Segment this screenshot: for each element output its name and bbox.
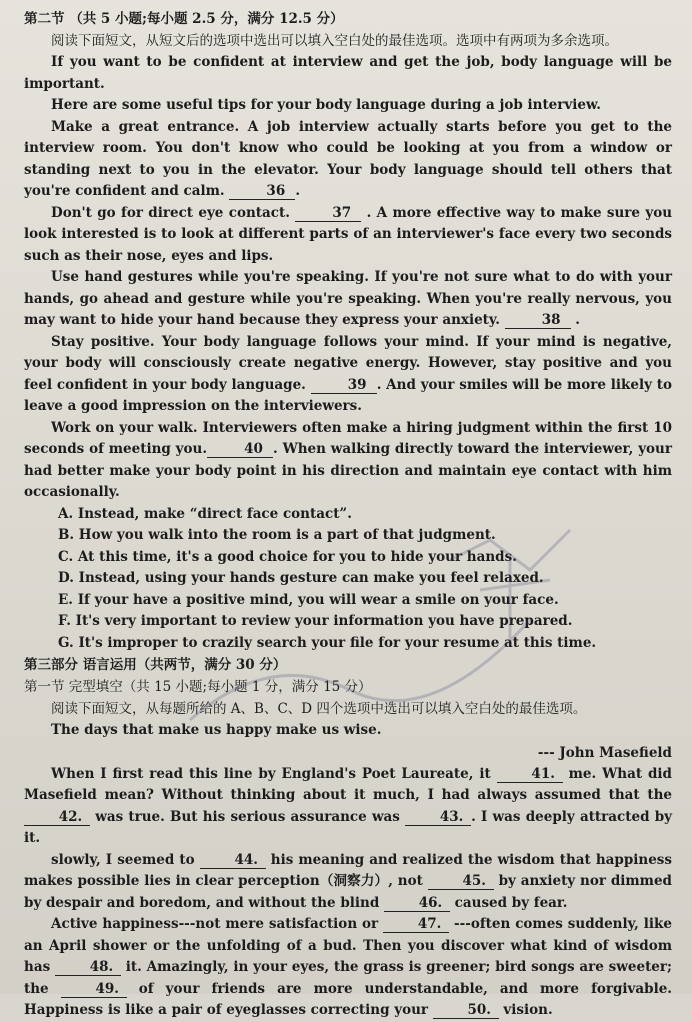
- cloze-blank-49[interactable]: 49.: [61, 981, 127, 998]
- cloze-paragraph: [24, 764, 672, 850]
- passage-paragraph: [24, 267, 672, 332]
- paragraph-text: Active happiness---not mere satisfaction or: [51, 916, 384, 932]
- cloze-paragraph: [24, 914, 672, 1022]
- answer-option: D. Instead, using your hands gesture can make you feel relaxed.: [58, 570, 544, 586]
- cloze-blank-47[interactable]: 47.: [383, 916, 449, 933]
- answer-blank-36[interactable]: 36: [229, 183, 295, 200]
- paragraph-text: caused by fear.: [449, 894, 568, 911]
- passage-paragraph: [24, 95, 672, 117]
- paragraph-text: .: [570, 312, 581, 328]
- epigraph-author: --- John Masefield: [537, 744, 672, 761]
- cloze-blank-48[interactable]: 48.: [55, 959, 121, 976]
- cloze-blank-44[interactable]: 44.: [200, 852, 266, 869]
- passage-paragraph: [24, 117, 672, 203]
- answer-blank-37[interactable]: 37: [295, 205, 361, 222]
- passage-paragraph: [24, 203, 672, 268]
- cloze-blank-42[interactable]: 42.: [24, 809, 90, 826]
- paragraph-text: Stay positive. Your body language follows your mind. If your mind is negative, your body will consciously create negative energy. However, stay positive and you feel confident in your body language.: [24, 333, 672, 393]
- paragraph-text: slowly, I seemed to: [51, 851, 200, 868]
- part3-subheader: 第一节 完型填空（共 15 小题;每小题 1 分，满分 15 分）: [24, 679, 372, 695]
- paragraph-text: it. Amazingly, in your eyes, the grass is greener; bird songs are sweeter; the: [24, 959, 672, 997]
- answer-option: E. If your have a positive mind, you will wear a smile on your face.: [58, 591, 559, 608]
- cloze-blank-45[interactable]: 45.: [428, 873, 494, 890]
- paragraph-text: If you want to be confident at interview and get the job, body language will be important.: [24, 54, 672, 92]
- part3-instruction: 阅读下面短文，从每题所给的 A、B、C、D 四个选项中选出可以填入空白处的最佳选项。: [51, 701, 587, 717]
- paragraph-text: . I was deeply attracted by it.: [24, 808, 672, 846]
- paragraph-text: . And your smiles will be more likely to leave a good impression on the interviewers.: [24, 376, 673, 414]
- cloze-blank-50[interactable]: 50.: [433, 1002, 499, 1019]
- passage-paragraph: [24, 418, 672, 504]
- paragraph-text: ---often comes suddenly, like an April shower or the unfolding of a bud. Then you discover what kind of wisdom has: [24, 916, 672, 975]
- passage-paragraph: [24, 52, 672, 95]
- answer-blank-40[interactable]: 40: [207, 441, 273, 458]
- cloze-blank-43[interactable]: 43.: [405, 809, 471, 826]
- paragraph-text: Use hand gestures while you're speaking. If you're not sure what to do with your hands, go ahead and gesture while you're speaking. When you're really nervous, you may want to hide your hand because they express your anxiety.: [24, 269, 672, 328]
- section2-options: [24, 504, 672, 655]
- section2-header: 第二节 （共 5 小题;每小题 2.5 分，满分 12.5 分）: [24, 11, 344, 27]
- answer-blank-38[interactable]: 38: [505, 312, 571, 329]
- paragraph-text: .: [295, 183, 301, 199]
- answer-option: C. At this time, it's a good choice for you to hide your hands.: [58, 548, 517, 565]
- paragraph-text: by anxiety nor dimmed by despair and boredom, and without the blind: [24, 873, 672, 911]
- paragraph-text: his meaning and realized the wisdom that happiness makes possible lies in clear perception（洞察力）, not: [24, 851, 672, 889]
- section2-instruction: 阅读下面短文，从短文后的选项中选出可以填入空白处的最佳选项。选项中有两项为多余选项。: [51, 33, 618, 49]
- section2-passage: [24, 52, 672, 504]
- answer-option: F. It's very important to review your information you have prepared.: [58, 613, 573, 629]
- paragraph-text: of your friends are more understandable, and more forgivable. Happiness is like a pair of eyeglasses correcting your: [24, 980, 673, 1018]
- answer-option: A. Instead, make “direct face contact”.: [58, 505, 352, 522]
- paragraph-text: Don't go for direct eye contact.: [51, 204, 296, 221]
- cloze-passage: [24, 764, 672, 1022]
- cloze-paragraph: [24, 850, 672, 915]
- paragraph-text: . When walking directly toward the interviewer, your had better make your body point in his direction and maintain eye contact with him occasionally.: [24, 441, 672, 500]
- paragraph-text: When I first read this line by England's Poet Laureate, it: [51, 765, 497, 782]
- epigraph-quote: The days that make us happy make us wise.: [51, 722, 382, 738]
- cloze-blank-46[interactable]: 46.: [384, 895, 450, 912]
- answer-blank-39[interactable]: 39: [311, 377, 377, 394]
- paragraph-text: Here are some useful tips for your body language during a job interview.: [51, 97, 601, 113]
- paragraph-text: was true. But his serious assurance was: [90, 808, 406, 825]
- paragraph-text: me. What did Masefield mean? Without thinking about it much, I had always assumed that the: [24, 765, 672, 803]
- paragraph-text: Make a great entrance. A job interview actually starts before you get to the interview room. You don't know who could be looking at you from a window or standing next to you in the elevator. Your body language should tell others that you're confident and calm.: [24, 118, 672, 199]
- answer-option: B. How you walk into the room is a part of that judgment.: [58, 527, 496, 543]
- paragraph-text: Work on your walk. Interviewers often make a hiring judgment within the first 10 seconds of meeting you.: [24, 419, 672, 457]
- cloze-blank-41[interactable]: 41.: [497, 766, 563, 783]
- paragraph-text: vision.: [498, 1002, 553, 1018]
- paragraph-text: . A more effective way to make sure you look interested is to look at different parts of an interviewer's face every two seconds such as their nose, eyes and lips.: [24, 204, 673, 264]
- answer-option: G. It's improper to crazily search your file for your resume at this time.: [58, 634, 597, 651]
- passage-paragraph: [24, 332, 672, 418]
- part3-header: 第三部分 语言运用（共两节，满分 30 分）: [24, 657, 287, 673]
